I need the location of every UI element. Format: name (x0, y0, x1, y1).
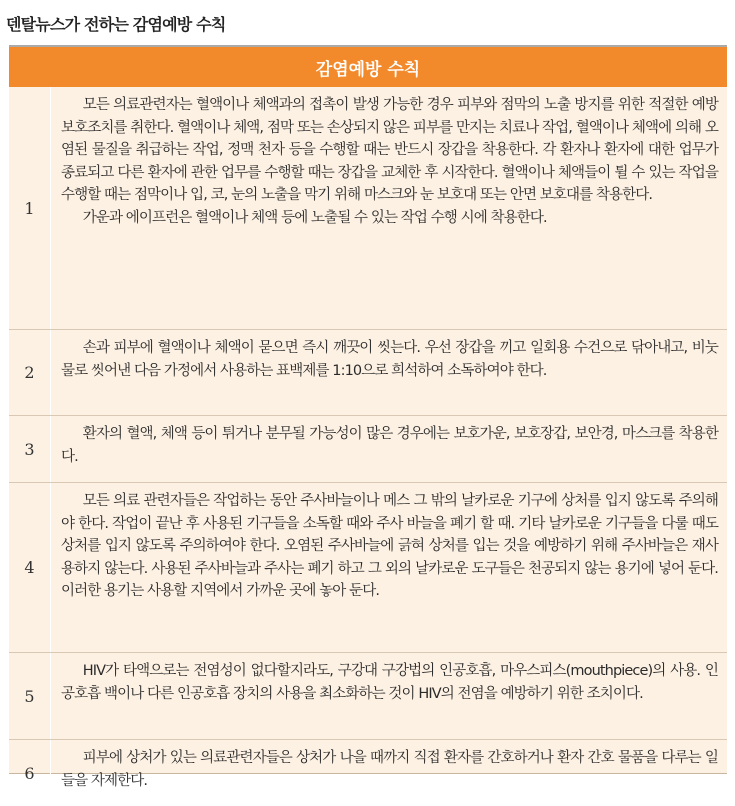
rule-text (51, 660, 727, 739)
rule-row-1 (9, 87, 727, 329)
rule-paragraph: 피부에 상처가 있는 의료관련자들은 상처가 나을 때까지 직접 환자를 간호하거나 환자 간호 물품을 다루는 일들을 자제한다. (61, 750, 718, 789)
rule-number: 2 (24, 363, 35, 382)
rule-paragraph: 모든 의료 관련자들은 작업하는 동안 주사바늘이나 메스 그 밖의 날카로운 기구에 상처를 입지 않도록 주의해야 한다. 작업이 끝난 후 사용된 기구들을 소독할 때와 주사 바늘을 폐기 할 때. 기타 날카로운 기구들을 다룰 때도 상처를 입지 않도록 주의하여야 한다. 오염된 주사바늘에 긁혀 상처를 입는 것을 예방하기 위해 주사바늘은 재사용하지 않는다. 사용된 주사바늘과 주사는 폐기 하고 그 외의 날카로운 도구들은 천공되지 않는 용기에 넣어 둔다. 이러한 용기는 사용할 지역에서 가까운 곳에 놓아 둔다. (61, 493, 718, 599)
source-label: 덴탈뉴스가 전하는 감염예방 수칙 (6, 15, 226, 34)
rule-text (51, 747, 727, 806)
rule-number: 6 (24, 763, 35, 783)
rule-paragraph: 환자의 혈액, 체액 등이 튀거나 분무될 가능성이 많은 경우에는 보호가운, 보호장갑, 보안경, 마스크를 착용한다. (61, 426, 718, 465)
rule-paragraph: HIV가 타액으로는 전염성이 없다할지라도, 구강대 구강법의 인공호흡, 마우스피스(mouthpiece)의 사용. 인공호흡 백이나 다른 인공호흡 장치의 사용을 최소화하는 것이 HIV의 전염을 예방하기 위한 조치이다. (61, 663, 718, 702)
table-title: 감염예방 수칙 (9, 47, 727, 87)
rule-paragraph: 가운과 에이프런은 혈액이나 체액 등에 노출될 수 있는 작업 수행 시에 착용한다. (82, 209, 547, 226)
rule-row-5 (9, 652, 727, 739)
rule-paragraph: 모든 의료관련자는 혈액이나 체액과의 접촉이 발생 가능한 경우 피부와 점막의 노출 방지를 위한 적절한 예방 보호조치를 취한다. 혈액이나 체액, 점막 또는 손상되지 않은 피부를 만지는 치료나 작업, 혈액이나 체액에 의해 오염된 물질을 취급하는 작업, 정맥 천자 등을 수행할 때는 반드시 장갑을 착용한다. 각 환자나 환자에 대한 업무가 종료되고 다른 환자에 관한 업무를 수행할 때는 장갑을 교체한 후 시작한다. 혈액이나 체액들이 튈 수 있는 작업을 수행할 때는 점막이나 입, 코, 눈의 노출을 막기 위해 마스크와 눈 보호대 또는 안면 보호대를 착용한다. (61, 97, 718, 203)
rule-row-2 (9, 329, 727, 415)
rule-number: 3 (24, 439, 35, 459)
rule-number: 5 (24, 686, 35, 706)
rule-row-6 (9, 739, 727, 806)
rule-number: 1 (24, 198, 35, 218)
rule-text (51, 337, 727, 415)
rule-row-4 (9, 482, 727, 652)
rule-text (51, 94, 727, 329)
rule-number: 4 (24, 558, 35, 577)
rule-text (51, 490, 727, 652)
rule-paragraph: 손과 피부에 혈액이나 체액이 묻으면 즉시 깨끗이 씻는다. 우선 장갑을 끼고 일회용 수건으로 닦아내고, 비눗물로 씻어낸 다음 가정에서 사용하는 표백제를 1:10으로 희석하여 소독하여야 한다. (61, 340, 718, 379)
rule-text (51, 423, 727, 482)
rules-table (9, 47, 727, 789)
rule-row-3 (9, 415, 727, 482)
